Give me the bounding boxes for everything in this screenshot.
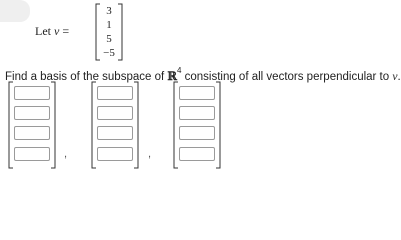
answer-2-entry-2[interactable] — [97, 106, 133, 120]
prompt-period: . — [397, 70, 401, 83]
answer-3-entry-3[interactable] — [179, 126, 215, 140]
vector-entry-4: −5 — [103, 47, 115, 59]
real-space-symbol: ℝ — [167, 68, 177, 83]
vector-variable: v — [54, 24, 60, 38]
answer-3-entry-1[interactable] — [179, 86, 215, 100]
answer-1-entry-3[interactable] — [14, 126, 50, 140]
given-vector — [95, 3, 123, 61]
vector-entry-2: 1 — [106, 19, 112, 31]
answer-1-entry-1[interactable] — [14, 86, 50, 100]
page-tab-pill — [0, 0, 30, 22]
answer-3-entry-2[interactable] — [179, 106, 215, 120]
answer-separator-2: , — [148, 148, 152, 160]
answer-vector-1 — [8, 81, 56, 169]
answer-2-entry-1[interactable] — [97, 86, 133, 100]
prompt-text: Find a basis of the subspace of — [5, 70, 168, 83]
vector-entry-1: 3 — [106, 5, 112, 17]
prompt-text-continued: consisting of all vectors perpendicular to — [181, 70, 393, 83]
answer-1-entry-4[interactable] — [14, 147, 50, 161]
let-prefix: Let — [35, 24, 51, 38]
vector-definition-label — [35, 24, 69, 38]
prompt-variable: v — [392, 70, 398, 83]
answer-separator-1: , — [64, 148, 68, 160]
answer-2-entry-4[interactable] — [97, 147, 133, 161]
dimension-exponent: 4 — [176, 66, 182, 75]
answer-1-entry-2[interactable] — [14, 106, 50, 120]
answer-2-entry-3[interactable] — [97, 126, 133, 140]
vector-entry-3: 5 — [106, 33, 112, 45]
answer-vector-2 — [91, 81, 139, 169]
answer-3-entry-4[interactable] — [179, 147, 215, 161]
equals-sign: = — [62, 24, 70, 38]
answer-vector-3 — [173, 81, 221, 169]
